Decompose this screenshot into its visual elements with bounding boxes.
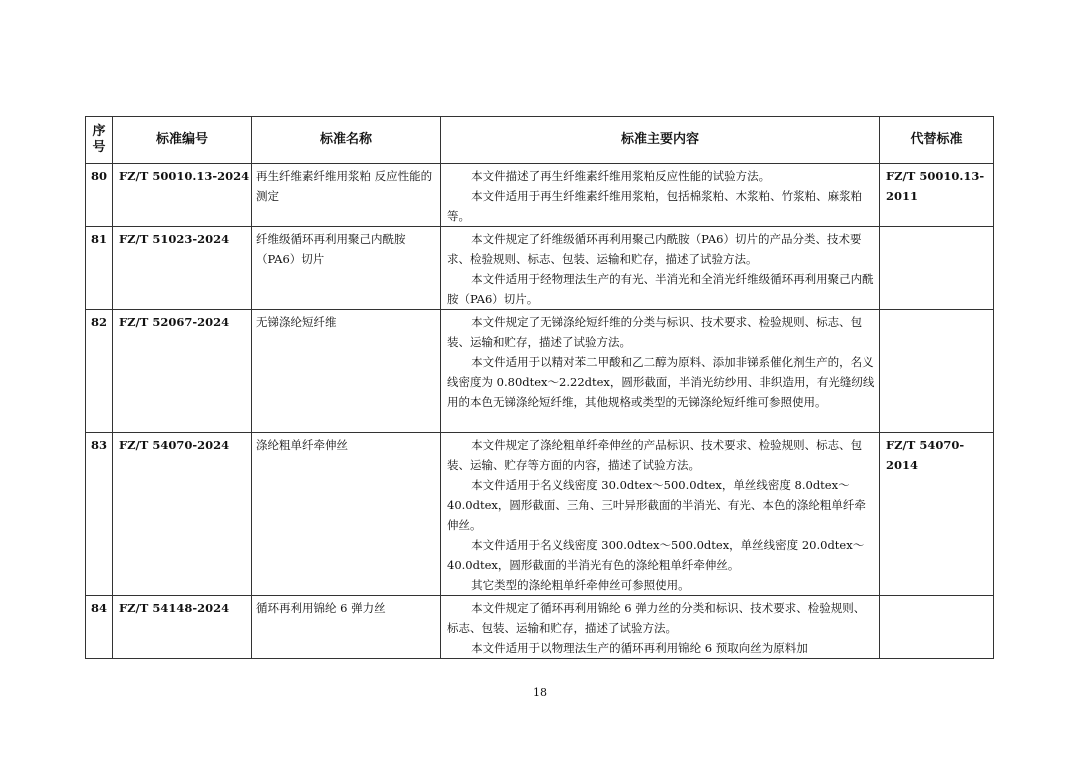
row-replaces: FZ/T 54070-2014	[880, 433, 994, 596]
row-seq: 80	[86, 164, 113, 227]
content-paragraph: 本文件规定了涤纶粗单纤牵伸丝的产品标识、技术要求、检验规则、标志、包装、运输、贮存等方面的内容，描述了试验方法。	[447, 438, 863, 472]
content-paragraph: 本文件规定了纤维级循环再利用聚己内酰胺（PA6）切片的产品分类、技术要求、检验规则、标志、包装、运输和贮存，描述了试验方法。	[447, 232, 862, 266]
row-code: FZ/T 51023-2024	[113, 227, 252, 310]
row-code: FZ/T 54070-2024	[113, 433, 252, 596]
row-content	[441, 227, 880, 310]
content-paragraph: 本文件适用于再生纤维素纤维用浆粕，包括棉浆粕、木浆粕、竹浆粕、麻浆粕等。	[447, 189, 863, 223]
row-seq: 84	[86, 596, 113, 659]
row-replaces	[880, 310, 994, 433]
content-paragraph: 本文件适用于名义线密度 30.0dtex～500.0dtex，单丝线密度 8.0dtex～40.0dtex，圆形截面、三角、三叶异形截面的半消光、有光、本色的涤纶粗单纤牵伸丝。	[447, 478, 866, 532]
row-content	[441, 596, 880, 659]
content-paragraph: 本文件适用于以物理法生产的循环再利用锦纶 6 预取向丝为原料加	[471, 641, 808, 655]
row-seq: 83	[86, 433, 113, 596]
row-name: 无锑涤纶短纤维	[252, 310, 441, 433]
standards-table	[85, 116, 994, 659]
row-replaces	[880, 227, 994, 310]
row-name: 循环再利用锦纶 6 弹力丝	[252, 596, 441, 659]
header-name: 标准名称	[252, 117, 441, 164]
header-content: 标准主要内容	[441, 117, 880, 164]
content-paragraph: 本文件规定了无锑涤纶短纤维的分类与标识、技术要求、检验规则、标志、包装、运输和贮存，描述了试验方法。	[447, 315, 863, 349]
row-content	[441, 433, 880, 596]
header-replaces: 代替标准	[880, 117, 994, 164]
row-seq: 81	[86, 227, 113, 310]
row-replaces	[880, 596, 994, 659]
row-content	[441, 310, 880, 433]
table-header-row	[86, 117, 994, 164]
row-code: FZ/T 50010.13-2024	[113, 164, 252, 227]
header-seq: 序 号	[86, 117, 113, 164]
row-code: FZ/T 54148-2024	[113, 596, 252, 659]
table-row	[86, 227, 994, 310]
row-name: 纤维级循环再利用聚己内酰胺（PA6）切片	[252, 227, 441, 310]
table-row	[86, 310, 994, 433]
content-paragraph: 本文件描述了再生纤维素纤维用浆粕反应性能的试验方法。	[471, 169, 771, 183]
table-row	[86, 164, 994, 227]
content-paragraph: 本文件适用于经物理法生产的有光、半消光和全消光纤维级循环再利用聚己内酰胺（PA6）切片。	[447, 272, 874, 306]
content-paragraph: 其它类型的涤纶粗单纤牵伸丝可参照使用。	[471, 578, 690, 592]
row-content	[441, 164, 880, 227]
page-number: 18	[533, 686, 547, 699]
row-code: FZ/T 52067-2024	[113, 310, 252, 433]
table-row	[86, 596, 994, 659]
row-replaces: FZ/T 50010.13-2011	[880, 164, 994, 227]
table-row	[86, 433, 994, 596]
row-seq: 82	[86, 310, 113, 433]
content-paragraph: 本文件适用于名义线密度 300.0dtex～500.0dtex，单丝线密度 20.0dtex～40.0dtex，圆形截面的半消光有色的涤纶粗单纤牵伸丝。	[447, 538, 865, 572]
row-name: 涤纶粗单纤牵伸丝	[252, 433, 441, 596]
content-paragraph: 本文件规定了循环再利用锦纶 6 弹力丝的分类和标识、技术要求、检验规则、标志、包装、运输和贮存，描述了试验方法。	[447, 601, 866, 635]
content-paragraph: 本文件适用于以精对苯二甲酸和乙二醇为原料、添加非锑系催化剂生产的，名义线密度为 0.80dtex～2.22dtex，圆形截面，半消光纺纱用、非织造用，有光缝纫线用的本色无锑涤纶短纤维，其他规格或类型的无锑涤纶短纤维可参照使用。	[447, 355, 875, 409]
row-name: 再生纤维素纤维用浆粕 反应性能的测定	[252, 164, 441, 227]
header-code: 标准编号	[113, 117, 252, 164]
